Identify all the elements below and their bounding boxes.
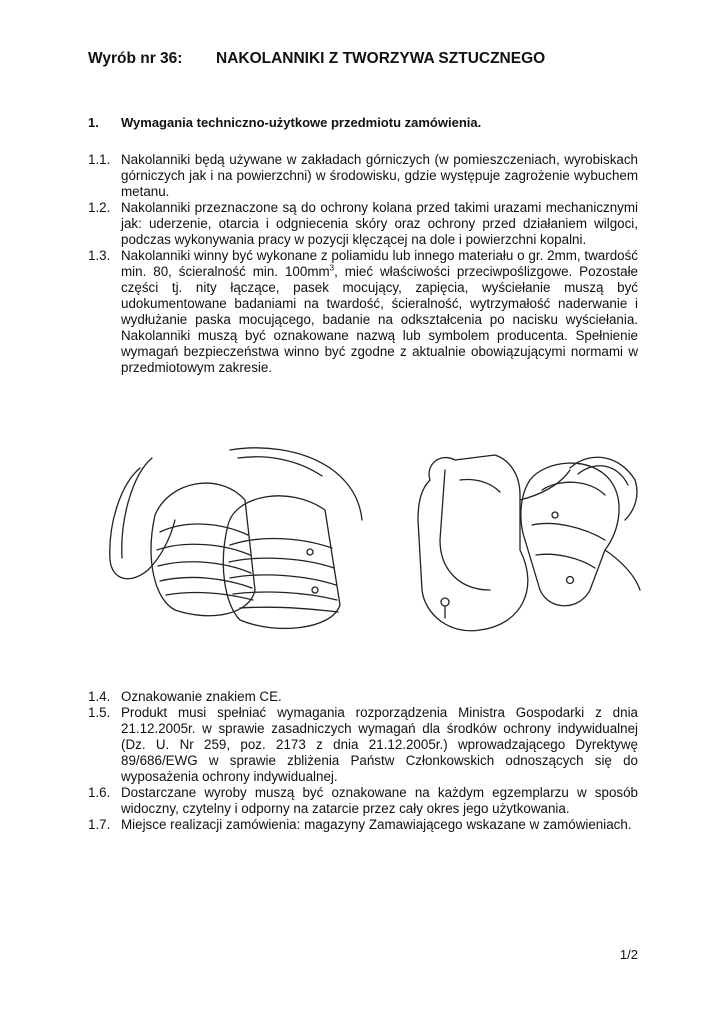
- item-text: Produkt musi spełniać wymagania rozporządzenia Ministra Gospodarki z dnia 21.12.2005r. w sprawie zasadniczych wymagań dla środków ochrony indywidualnej (Dz. U. Nr 259, poz. 2173 z dnia 21.12.2005r.) wprowadzającego Dyrektywę 89/686/EWG w sprawie zbliżenia Państw Członkowskich odnoszących się do wyposażenia ochrony indywidualnej.: [121, 705, 638, 784]
- list-item: [88, 785, 638, 817]
- page-number: 1/2: [619, 947, 638, 962]
- item-text-part: Nakolanniki winny być wykonane z poliamidu lub innego materiału o gr. 2mm, twardość min. 80, ścieralność min. 100mm: [121, 248, 638, 279]
- item-number: 1.2.: [88, 200, 111, 215]
- item-text: [121, 248, 638, 376]
- list-item: [88, 817, 638, 833]
- list-item: [88, 152, 638, 200]
- item-number: 1.5.: [88, 705, 111, 720]
- item-text-part: , mieć właściwości przeciwpoślizgowe. Pozostałe części tj. nity łączące, pasek mocujący, zapięcia, wyściełanie muszą być udokumentowane badaniami na twardość, ścieralność, wytrzymałość naderwanie i wydłużanie paska mocującego, badanie na odkształcenia po nacisku wyściełania. Nakolanniki muszą być oznakowane nazwą lub symbolem producenta. Spełnienie wymagań bezpieczeństwa winno być zgodne z aktualnie obowiązującymi normami w przedmiotowym zakresie.: [121, 264, 638, 375]
- item-text: Nakolanniki przeznaczone są do ochrony kolana przed takimi urazami mechanicznymi jak: uderzenie, otarcia i odgniecenia skóry oraz ochrony przed działaniem wilgoci, podczas wykonywania pracy w pozycji klęczącej na dole i powierzchni kopalni.: [121, 200, 638, 247]
- item-number: 1.4.: [88, 689, 111, 704]
- item-text: Dostarczane wyroby muszą być oznakowane na każdym egzemplarzu w sposób widoczny, czytelny i odporny na zatarcie przez cały okres jego użytkowania.: [121, 785, 638, 816]
- knee-pads-illustration: [100, 440, 645, 655]
- item-number: 1.1.: [88, 152, 111, 167]
- item-text: Nakolanniki będą używane w zakładach górniczych (w pomieszczeniach, wyrobiskach górniczych jak i na powierzchni) w środowisku, gdzie występuje zagrożenie wybuchem metanu.: [121, 152, 638, 199]
- item-text: Miejsce realizacji zamówienia: magazyny Zamawiającego wskazane w zamówieniach.: [121, 817, 632, 832]
- requirements-list-top: [88, 152, 638, 376]
- list-item: [88, 200, 638, 248]
- item-text: Oznakowanie znakiem CE.: [121, 689, 282, 704]
- section-heading: [88, 115, 481, 130]
- item-number: 1.3.: [88, 248, 111, 263]
- superscript: 3: [329, 263, 335, 273]
- item-number: 1.7.: [88, 817, 111, 832]
- item-number: 1.6.: [88, 785, 111, 800]
- list-item: [88, 705, 638, 785]
- requirements-list-bottom: [88, 689, 638, 833]
- section-number: 1.: [88, 115, 99, 130]
- section-title: Wymagania techniczno-użytkowe przedmiotu zamówienia.: [121, 115, 482, 130]
- list-item: [88, 248, 638, 376]
- product-number: Wyrób nr 36:: [88, 50, 183, 67]
- document-title: [88, 50, 545, 68]
- list-item: [88, 689, 638, 705]
- product-name: NAKOLANNIKI Z TWORZYWA SZTUCZNEGO: [216, 50, 546, 67]
